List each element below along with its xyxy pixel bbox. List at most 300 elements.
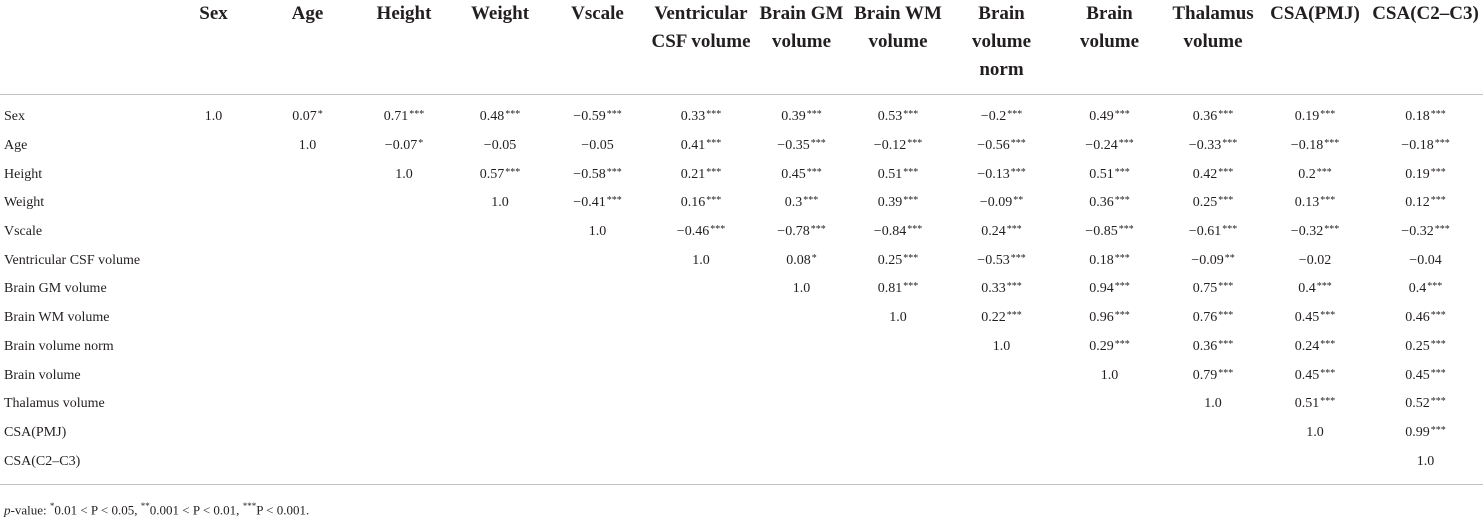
significance-stars: *** (606, 195, 622, 207)
significance-stars: *** (1006, 224, 1022, 236)
significance-stars: *** (706, 166, 722, 178)
table-cell (1164, 160, 1262, 189)
table-cell (1164, 390, 1262, 419)
table-cell (755, 275, 848, 304)
correlation-value: −0.05 (483, 138, 517, 154)
table-cell (356, 333, 452, 362)
table-row (0, 275, 1483, 304)
table-cell (1055, 390, 1164, 419)
table-cell (1262, 361, 1368, 390)
correlation-value: 0.99 (1405, 424, 1430, 440)
column-header: Brain WM volume (848, 0, 948, 95)
correlation-value: 0.24 (981, 224, 1006, 240)
table-cell (356, 189, 452, 218)
significance-stars: *** (1218, 310, 1234, 322)
row-label: Brain GM volume (4, 281, 107, 297)
correlation-value: −0.33 (1188, 138, 1222, 154)
significance-stars: *** (810, 138, 826, 150)
table-cell (948, 304, 1055, 333)
row-label: Brain WM volume (4, 310, 110, 326)
significance-stars: *** (1430, 310, 1446, 322)
table-cell (548, 361, 647, 390)
table-cell (1055, 447, 1164, 484)
table-cell (1368, 246, 1483, 275)
significance-stars: *** (810, 224, 826, 236)
table-cell (452, 361, 548, 390)
correlation-value: −0.04 (1409, 252, 1442, 268)
table-cell (259, 304, 356, 333)
table-cell (1262, 390, 1368, 419)
table-cell (1164, 447, 1262, 484)
table-cell (548, 218, 647, 247)
correlation-value: 0.51 (877, 166, 903, 182)
column-header: Thalamus volume (1164, 0, 1262, 95)
table-row (0, 390, 1483, 419)
table-cell (1368, 218, 1483, 247)
table-cell (259, 246, 356, 275)
table-cell (755, 246, 848, 275)
significance-stars: *** (1222, 224, 1238, 236)
significance-stars: *** (1114, 281, 1130, 293)
row-label: Thalamus volume (4, 396, 105, 412)
correlation-value: 1.0 (1100, 367, 1119, 383)
table-cell (1262, 132, 1368, 161)
correlation-value: 0.12 (1405, 195, 1430, 211)
significance-stars: *** (1222, 138, 1238, 150)
table-cell (848, 390, 948, 419)
table-row (0, 447, 1483, 484)
table-cell (1368, 419, 1483, 448)
column-header: CSA(C2–C3) (1368, 0, 1483, 95)
table-cell (848, 160, 948, 189)
table-cell (168, 189, 259, 218)
table-cell (948, 275, 1055, 304)
footnote-sig1-text: 0.01 < P < 0.05, (54, 502, 141, 518)
table-cell (1055, 246, 1164, 275)
table-cell (1055, 189, 1164, 218)
significance-stars: *** (1114, 310, 1130, 322)
table-cell (356, 246, 452, 275)
correlation-value: 0.18 (1089, 252, 1114, 268)
row-label: Brain volume norm (4, 338, 114, 354)
significance-stars: *** (803, 195, 819, 207)
significance-stars: *** (505, 166, 521, 178)
table-cell (1164, 419, 1262, 448)
significance-stars: *** (907, 224, 923, 236)
table-cell (1055, 160, 1164, 189)
correlation-value: −0.32 (1290, 224, 1324, 240)
table-row (0, 132, 1483, 161)
correlation-value: 0.51 (1294, 396, 1320, 412)
table-cell (848, 419, 948, 448)
correlation-value: 1.0 (1204, 396, 1222, 412)
correlation-value: 1.0 (298, 138, 317, 154)
column-header: Ventricular CSF volume (647, 0, 755, 95)
correlation-value: −0.02 (1298, 252, 1332, 268)
row-label: Brain volume (4, 367, 81, 383)
table-cell (647, 333, 755, 362)
table-cell (755, 361, 848, 390)
table-cell (1262, 275, 1368, 304)
table-cell (848, 361, 948, 390)
significance-stars: *** (903, 252, 919, 264)
table-cell (168, 419, 259, 448)
significance-stars: *** (1218, 166, 1234, 178)
footnote-p-suffix: -value: (10, 502, 50, 518)
table-cell (1055, 218, 1164, 247)
column-header: Vscale (548, 0, 647, 95)
correlation-value: −0.18 (1290, 138, 1324, 154)
table-cell (1262, 304, 1368, 333)
table-row (0, 304, 1483, 333)
correlation-value: 0.16 (680, 195, 706, 211)
table-cell (948, 160, 1055, 189)
correlation-value: 0.36 (1089, 195, 1114, 211)
correlation-value: 1.0 (889, 310, 907, 326)
table-cell (755, 419, 848, 448)
column-header: Brain volume (1055, 0, 1164, 95)
table-cell (452, 419, 548, 448)
table-cell (647, 361, 755, 390)
correlation-value: 0.07 (292, 109, 317, 125)
significance-stars: *** (505, 109, 521, 121)
row-label: Height (4, 166, 43, 182)
column-header: Weight (452, 0, 548, 95)
correlation-value: −0.09 (979, 195, 1013, 211)
table-cell (168, 95, 259, 132)
correlation-value: 0.39 (877, 195, 903, 211)
table-cell (356, 304, 452, 333)
table-cell (647, 132, 755, 161)
table-cell (1368, 447, 1483, 484)
table-cell (356, 390, 452, 419)
correlation-value: 0.53 (877, 109, 903, 125)
table-cell (755, 333, 848, 362)
significance-stars: *** (1430, 166, 1446, 178)
significance-stars: ** (1013, 195, 1024, 207)
table-cell (452, 333, 548, 362)
table-cell (647, 246, 755, 275)
table-cell (452, 189, 548, 218)
table-cell (452, 447, 548, 484)
significance-stars: *** (903, 281, 919, 293)
significance-stars: *** (1114, 166, 1130, 178)
correlation-value: −0.09 (1191, 252, 1224, 268)
table-cell (1164, 246, 1262, 275)
correlation-value: 0.3 (784, 195, 803, 211)
table-row (0, 218, 1483, 247)
table-row (0, 246, 1483, 275)
footnote-sig2-text: 0.001 < P < 0.01, (149, 502, 243, 518)
table-cell (452, 246, 548, 275)
correlation-value: 0.21 (680, 166, 706, 182)
correlation-value: 1.0 (992, 338, 1011, 354)
table-cell (1368, 304, 1483, 333)
significance-stars: *** (1320, 338, 1336, 350)
correlation-value: −0.85 (1085, 224, 1118, 240)
table-cell (948, 246, 1055, 275)
correlation-value: 0.76 (1192, 310, 1218, 326)
table-cell (452, 390, 548, 419)
table-cell (1164, 218, 1262, 247)
table-cell (452, 275, 548, 304)
correlation-value: −0.07 (384, 138, 418, 154)
significance-stars: *** (1006, 281, 1022, 293)
correlation-value: 0.45 (1294, 367, 1320, 383)
table-cell (948, 132, 1055, 161)
correlation-value: 0.4 (1408, 281, 1427, 297)
table-cell (1164, 361, 1262, 390)
significance-stars: *** (1118, 224, 1134, 236)
table-cell (548, 419, 647, 448)
table-cell (259, 218, 356, 247)
table-cell (1368, 390, 1483, 419)
row-label: CSA(PMJ) (4, 424, 67, 440)
table-cell (755, 218, 848, 247)
correlation-value: −0.61 (1188, 224, 1222, 240)
table-cell (168, 447, 259, 484)
significance-stars: * (317, 109, 323, 121)
column-header: Sex (168, 0, 259, 95)
correlation-value: −0.35 (777, 138, 810, 154)
correlation-value: 0.25 (877, 252, 903, 268)
footnote-sig2-mark: ** (140, 501, 150, 511)
table-cell (168, 361, 259, 390)
significance-stars: *** (706, 138, 722, 150)
table-cell (168, 132, 259, 161)
significance-stars: *** (1114, 195, 1130, 207)
correlation-value: 0.24 (1294, 338, 1320, 354)
table-cell (452, 160, 548, 189)
significance-stars: *** (1007, 109, 1023, 121)
table-cell (755, 189, 848, 218)
row-label: CSA(C2–C3) (0, 447, 168, 484)
correlation-value: 0.33 (981, 281, 1006, 297)
significance-stars: *** (1434, 224, 1450, 236)
table-cell (1262, 447, 1368, 484)
table-cell (1368, 189, 1483, 218)
table-cell (548, 132, 647, 161)
table-cell (168, 304, 259, 333)
table-cell (259, 419, 356, 448)
correlation-value: 0.36 (1192, 109, 1218, 125)
significance-stars: *** (907, 138, 923, 150)
correlation-value: 0.36 (1192, 338, 1218, 354)
table-cell (452, 304, 548, 333)
table-cell (1262, 218, 1368, 247)
correlation-value: 1.0 (1416, 453, 1435, 469)
significance-stars: *** (1320, 367, 1336, 379)
table-cell (168, 333, 259, 362)
correlation-value: −0.05 (581, 138, 614, 154)
table-cell (1055, 419, 1164, 448)
table-cell (356, 95, 452, 132)
correlation-value: 0.29 (1089, 338, 1114, 354)
table-cell (848, 218, 948, 247)
table-row (0, 419, 1483, 448)
table-cell (356, 132, 452, 161)
significance-stars: *** (1218, 338, 1234, 350)
table-cell (452, 132, 548, 161)
table-cell (356, 447, 452, 484)
table-cell (1262, 95, 1368, 132)
correlation-value: 0.2 (1298, 166, 1316, 182)
significance-stars: *** (1430, 396, 1446, 408)
significance-stars: *** (1218, 281, 1234, 293)
significance-stars: *** (1320, 396, 1336, 408)
significance-stars: *** (706, 195, 722, 207)
footnote-sig1-mark: * (49, 501, 55, 511)
table-cell (647, 419, 755, 448)
significance-stars: *** (1316, 281, 1332, 293)
correlation-value: 0.45 (781, 166, 806, 182)
table-row (0, 333, 1483, 362)
table-row (0, 361, 1483, 390)
table-cell (1164, 333, 1262, 362)
table-cell (1368, 132, 1483, 161)
table-cell (647, 447, 755, 484)
correlation-value: 1.0 (588, 224, 607, 240)
correlation-value: 1.0 (692, 252, 710, 268)
significance-stars: *** (1430, 109, 1446, 121)
table-cell (1262, 246, 1368, 275)
table-header-row (0, 0, 1483, 95)
table-cell (548, 390, 647, 419)
table-cell (1368, 333, 1483, 362)
column-header: Brain GM volume (755, 0, 848, 95)
significance-stars: *** (903, 166, 919, 178)
table-cell (948, 95, 1055, 132)
correlation-value: −0.41 (573, 195, 606, 211)
table-cell (647, 275, 755, 304)
table-cell (452, 95, 548, 132)
significance-stars: *** (1114, 252, 1130, 264)
table-cell (1164, 275, 1262, 304)
table-row (0, 189, 1483, 218)
column-header: Height (356, 0, 452, 95)
significance-stars: *** (1430, 367, 1446, 379)
correlation-value: 0.75 (1192, 281, 1218, 297)
significance-stars: * (811, 252, 817, 264)
correlation-value: 0.81 (877, 281, 903, 297)
table-cell (755, 160, 848, 189)
column-header: Brain volume norm (948, 0, 1055, 95)
footnote-p-label: p (4, 502, 11, 518)
significance-stars: *** (806, 109, 822, 121)
table-cell (548, 246, 647, 275)
table-cell (259, 160, 356, 189)
correlation-value: 1.0 (1306, 424, 1324, 440)
table-cell (168, 160, 259, 189)
table-cell (848, 246, 948, 275)
table-cell (548, 189, 647, 218)
significance-stars: *** (1316, 166, 1332, 178)
row-label: Vscale (4, 224, 43, 240)
correlation-value: −0.24 (1085, 138, 1118, 154)
correlation-value: −0.84 (873, 224, 907, 240)
significance-stars: *** (1430, 424, 1446, 436)
table-cell (848, 132, 948, 161)
correlation-value: 1.0 (491, 195, 509, 211)
table-cell (168, 390, 259, 419)
correlation-value: 0.39 (781, 109, 806, 125)
correlation-value: 0.19 (1405, 166, 1430, 182)
significance-stars: *** (1010, 252, 1026, 264)
correlation-value: −0.13 (977, 166, 1010, 182)
table-cell (548, 160, 647, 189)
significance-stars: *** (1430, 338, 1446, 350)
table-cell (755, 95, 848, 132)
significance-stars: *** (1324, 138, 1340, 150)
table-cell (259, 95, 356, 132)
table-cell (1164, 132, 1262, 161)
correlation-value: 0.19 (1294, 109, 1320, 125)
table-cell (168, 246, 259, 275)
significance-stars: ** (1224, 252, 1235, 264)
footnote-sig3-mark: *** (242, 501, 257, 511)
table-cell (1055, 333, 1164, 362)
table-cell (1262, 333, 1368, 362)
table-cell (1055, 304, 1164, 333)
table-cell (1055, 132, 1164, 161)
footnote-sig3-text: P < 0.001. (256, 502, 310, 518)
table-cell (259, 275, 356, 304)
significance-stars: *** (1430, 195, 1446, 207)
table-cell (848, 95, 948, 132)
table-cell (755, 132, 848, 161)
table-cell (848, 304, 948, 333)
correlation-value: 0.45 (1294, 310, 1320, 326)
correlation-value: 1.0 (204, 109, 223, 125)
row-label: Weight (4, 195, 45, 211)
table-cell (1164, 189, 1262, 218)
correlation-value: −0.2 (980, 109, 1007, 125)
table-cell (356, 419, 452, 448)
table-cell (1055, 95, 1164, 132)
correlation-value: 0.45 (1405, 367, 1430, 383)
correlation-value: −0.32 (1401, 224, 1434, 240)
significance-stars: *** (1010, 138, 1026, 150)
significance-stars: *** (710, 224, 726, 236)
correlation-value: 1.0 (395, 166, 413, 182)
column-header: CSA(PMJ) (1262, 0, 1368, 95)
table-cell (259, 333, 356, 362)
table-cell (1164, 95, 1262, 132)
significance-stars: * (418, 138, 424, 150)
correlation-value: −0.78 (777, 224, 810, 240)
correlation-value: 0.49 (1089, 109, 1114, 125)
significance-stars: *** (1434, 138, 1450, 150)
table-cell (356, 361, 452, 390)
table-cell (1368, 160, 1483, 189)
significance-stars: *** (903, 195, 919, 207)
table-cell (259, 189, 356, 218)
correlation-value: 0.57 (479, 166, 505, 182)
table-cell (848, 447, 948, 484)
significance-stars: *** (1324, 224, 1340, 236)
table-cell (259, 361, 356, 390)
table-cell (647, 95, 755, 132)
table-cell (647, 160, 755, 189)
significance-stars: *** (1320, 310, 1336, 322)
table-cell (848, 189, 948, 218)
row-label: Age (4, 138, 28, 154)
correlation-value: −0.18 (1401, 138, 1434, 154)
significance-stars: *** (1320, 195, 1336, 207)
correlation-value: 0.94 (1089, 281, 1114, 297)
table-cell (647, 218, 755, 247)
correlation-value: 0.22 (981, 310, 1006, 326)
